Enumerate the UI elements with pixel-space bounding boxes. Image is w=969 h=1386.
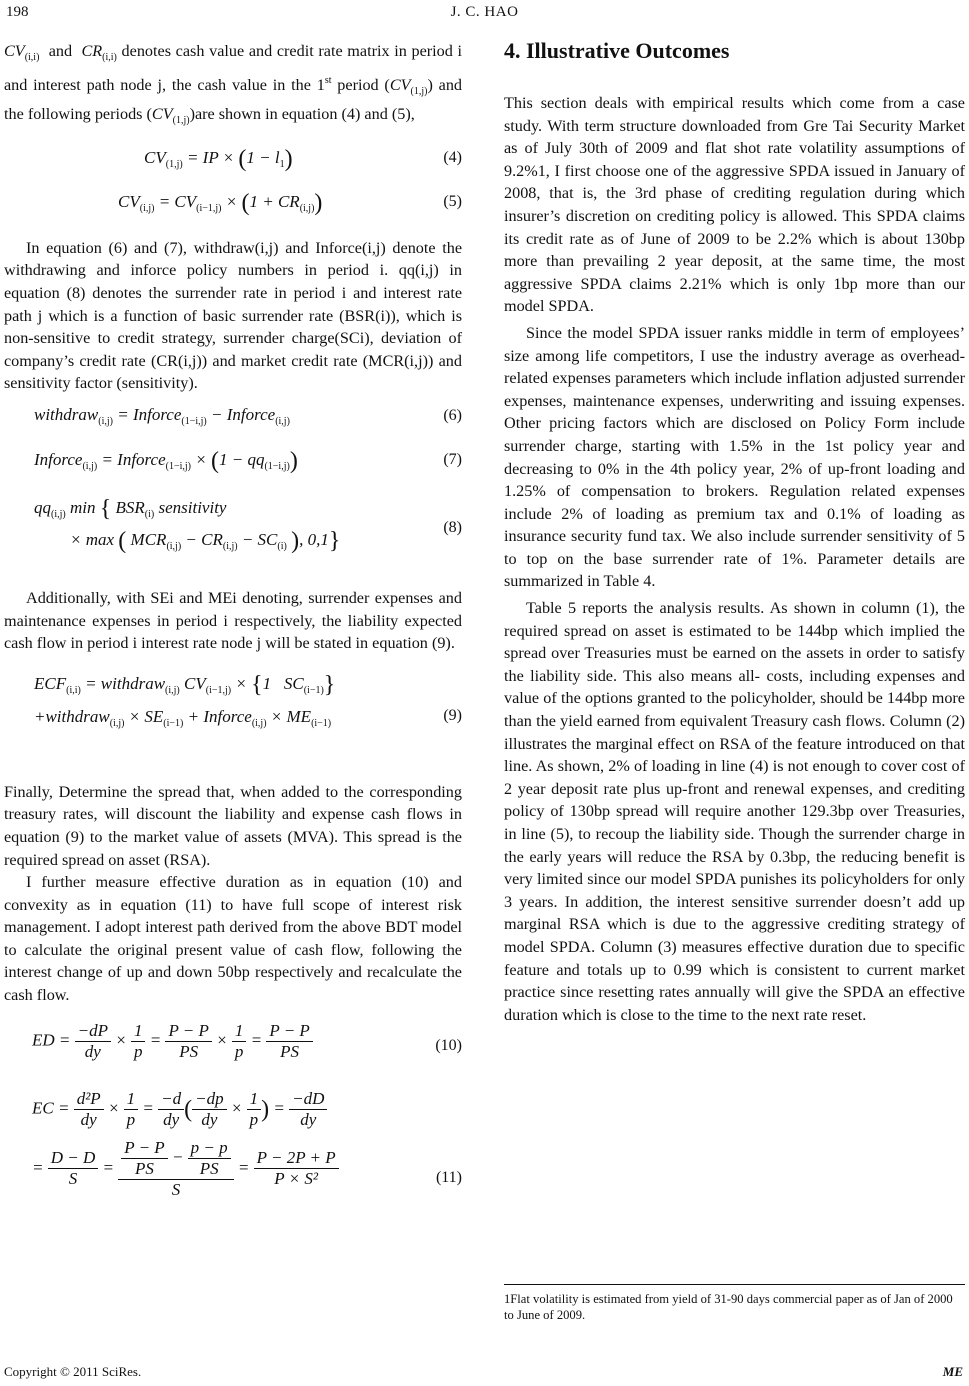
right-paragraph-1: This section deals with empirical results which come from a case study. With term structure downloaded from Gre Tai Security Market as of July 30th of 2009 and flat shot rate volatility assumptions of 9.2%1, I first choose one of the aggressive SPDA issued in January of 2008, that is, the 3rd phase of crediting regulation during which insurer’s discretion on crediting policy is allowed. This SPDA claims its credit rate as of June of 2009 to be 2.2% which is about 130bp more than prevailing 2 year deposit, at the same time, the most aggressive SPDA claims 2.21% which is only 1bp more than our model SPDA. [504,94,965,316]
left-paragraph-2: In equation (6) and (7), withdraw(i,j) and Inforce(i,j) denote the withdrawing and inforce policy numbers in period i. qq(i,j) in equation (8) denotes the surrender rate in period i and interest rate path j which is a function of basic surrender rate (BSR(i)), which is non-sensitive to credit strategy, surrender charge(SCi), deviation of company’s credit rate (CR(i,j)) and market credit rate (MCR(i,j)) and sensitivity factor (sensitivity). [4,238,462,393]
running-head: J. C. HAO [450,4,519,20]
right-paragraph-2: Since the model SPDA issuer ranks middle in term of employees’ size among life competitors, I use the industry average as overhead-related expenses parameters which include inflation adjusted surrender expenses, maintenance expenses, underwriting and issuing expenses. Other pricing factors which are disclosed on Policy Form include surrender charge, starting with 1.5% in the 1st policy year and decreasing to 0% in the 4th policy year, 2% of up-front loading and 1.25% of compensation to brokers. Regulation related expenses include 2% of loading as premium tax and 0.1% of loading as insurance security fund tax. We also include surrender sensitivity of 5 to top on the base surrender rate of 1%. Parameter details are summarized in Table 4. [504,323,965,591]
equation-10: ED = $\frac{-dP}{dy}$ × $\frac{1}{p}$ = $\frac{P - P}{PS}$ × $\frac{1}{p}$ = $\frac{P - P}{PS}$ (10) [32,1020,462,1061]
left-column [4,36,462,1249]
equation-4: $CV_{(1,j)}$ = IP × $(1 - l_1)$ (4) [144,145,462,172]
right-paragraph-3: Table 5 reports the analysis results. As shown in column (1), the required spread on asset is estimated to be 144bp which implied the spread over Treasuries must be earned on the assets in order to satisfy the liability side. This also means all- costs, including expenses and value of the options granted to the policyholder, should be 144bp more than the yield earned from equivalent Treasury cash flows. Column (2) illustrates the marginal effect on RSA of the feature introduced on that line. As shown, 2% of loading in line (4) is not enough to cover cost of 2 year deposit rate plus up-front and renewal expenses, and crediting policy of 130bp spread will require another 129.3bp over Treasuries, in line (5), to recoup the liability side. Though the surrender charge in the early years will reduce the RSA by 0.3bp, the reducing benefit is very limited since our model SPDA punishes its policyholders for only 3 years. In addition, the interest sensitive surrender doesn’t add up marginal RSA which is due to the aggressive crediting strategy of model SPDA. Column (3) measures effective duration due to specific feature and totals up to 0.99 which is consistent to current market practice since resetting rates annually will give the SPDA an effective duration which is close to the time to the next rate reset. [504,599,965,1024]
math-cv1j: $CV_{(1,j)}$ [389,75,428,97]
page-header [0,0,969,34]
section-title: 4. Illustrative Outcomes [504,38,730,63]
math-cv1j-b: $CV_{(1,j)}$ [151,105,190,127]
equation-number: (11) [435,1168,462,1186]
equation-5: $CV_{(i,j)} = CV_{(i-1,j)} \times (1 + CR_{(i,j)})$ (5) [118,189,462,216]
equation-11: EC = $\frac{\text{d²P}}{dy}$ × $\frac{1}{p}$ = $\frac{-d}{dy}$ ( $\frac{-dp}{dy}$ × $\frac{1}{p}$ ) = $\frac{-dD}{dy}$ = $\frac{D - D}{S}$ = $\frac{P - P}{PS}$ − $\frac{p - p}{PS}$ S = $\frac{P - 2P + P}{\text{P × S²}}$ (11) [32,1088,462,1199]
right-column [504,36,965,1026]
math-cr: $CR_{(i,i)}$ [81,42,117,63]
left-paragraph-3: Additionally, with SEi and MEi denoting, surrender expenses and maintenance expenses in period i respectively, the liability expected cash flow in period i interest rate node j will be stated in equation (9). [4,588,462,653]
equation-8: $qq_{(i,j)}$ min { $BSR_{(i)}$ sensitivity × max ( $MCR_{(i,j)} - CR_{(i,j)} - SC_{(i)}$ ), 0,1} (8) [34,495,462,554]
math-cv: $CV_{(i,i)}$ [4,42,40,63]
page-number: 198 [6,4,29,20]
left-paragraph-1: $CV_{(i,i)}$ and $CR_{(i,i)}$ denotes cash value and credit rate matrix in period i and interest path node j, the cash value in the 1st period $(CV_{(1,j)})$ and the following periods $(CV_{(1,j)})are$ shown in equation (4) and (5), [4,42,463,127]
equation-number: (4) [443,148,462,166]
left-paragraph-4: Finally, Determine the spread that, when added to the corresponding treasury rates, will discount the liability and expense cash flows in equation (9) to the market value of assets (MVA). This spread is the required spread on asset (RSA). [4,782,462,869]
equation-number: (7) [443,450,462,468]
copyright: Copyright © 2011 SciRes. [4,1364,142,1379]
equation-number: (8) [443,518,462,536]
equation-number: (10) [435,1036,462,1054]
equation-number: (6) [443,406,462,424]
equation-7: Inforce$_{(i,j)}$ = Inforce$_{(1-i,j)}$ × $(1 - qq_{(1-i,j)})$ (7) [34,447,462,474]
journal-abbrev: ME [942,1364,963,1379]
left-paragraph-5: I further measure effective duration as in equation (10) and convexity as in equation (11) to have full scope of interest risk management. I adopt interest path derived from the above BDT model to calculate the original present value of cash flow, following the interest change of up and down 50bp respectively and recalculate the cash flow. [4,873,462,1005]
equation-number: (9) [443,706,462,724]
equation-6: withdraw$_{(i,j)}$ = Inforce$_{(1-i,j)}$ − Inforce$_{(i,j)}$ (6) [34,404,462,427]
footnote: 1Flat volatility is estimated from yield of 31-90 days commercial paper as of Jan of 2000 to June of 2009. [504,1284,965,1323]
equation-9: $ECF_{(i,i)}$ = withdraw$_{(i,j)}$ $CV_{(i-1,j)} \times \{1$ $SC_{(i-1)}$} +withdraw$_{(i,j)}$ × $SE_{(i-1)}$ + Inforce$_{(i,j)}$ × $ME_{(i-1)}$ (9) [34,671,462,729]
equation-number: (5) [443,192,462,210]
